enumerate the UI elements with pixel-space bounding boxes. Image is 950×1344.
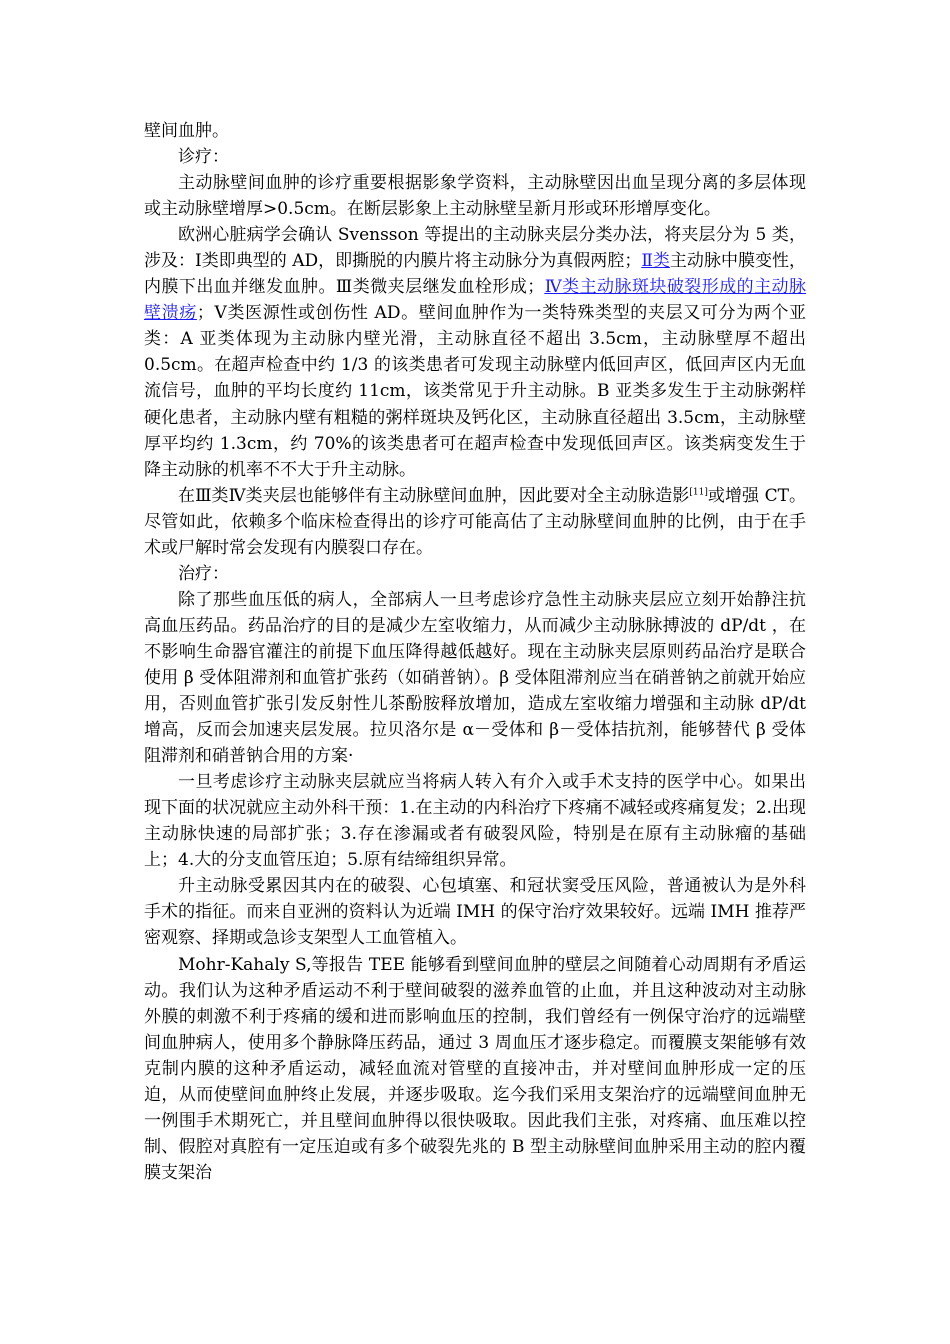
- link-class-ii[interactable]: Ⅱ类: [641, 251, 670, 272]
- paragraph-classification: [144, 222, 806, 482]
- paragraph-fragment: 壁间血肿。: [144, 121, 229, 141]
- section-heading-treatment: 治疗：: [178, 563, 229, 584]
- paragraph-stent-treatment: Mohr-Kahaly S,等报告 TEE 能够看到壁间血肿的壁层之间随着心动周期有矛盾运动。我们认为这种矛盾运动不利于壁间破裂的滋养血管的止血，并且这种波动对主动脉外膜的刺激不利于疼痛的缓和进而影响血压的控制，我们曾经有一例保守治疗的远端壁间血肿病人，使用多个静脉降压药品，通过 3 周血压才逐步稳定。而覆膜支架能够有效克制内膜的这种矛盾运动，减轻血流对管壁的直接冲击，并对壁间血肿形成一定的压迫，从而使壁间血肿终止发展，并逐步吸取。迄今我们采用支架治疗的远端壁间血肿无一例围手术期死亡，并且壁间血肿得以很快吸取。因此我们主张，对疼痛、血压难以控制、假腔对真腔有一定压迫或有多个破裂先兆的 B 型主动脉壁间血肿采用主动的腔内覆膜支架治: [144, 954, 806, 1183]
- class-iii-iv-text-2: 或增强 CT。尽管如此，依赖多个临床检查得出的诊疗可能高估了主动脉壁间血肿的比例，由于在手术或尸解时常会发现有内膜裂口存在。: [144, 485, 806, 558]
- citation-reference: [11]: [689, 487, 708, 497]
- paragraph-ascending-aorta: 升主动脉受累因其内在的破裂、心包填塞、和冠状窦受压风险，普通被认为是外科手术的指征。而来自亚洲的资料认为近端 IMH 的保守治疗效果较好。远端 IMH 推荐严密观察、择期或急诊支架型人工血管植入。: [144, 876, 806, 949]
- class-iii-iv-text-1: 在Ⅲ类Ⅳ类夹层也能够伴有主动脉壁间血肿，因此要对全主动脉造影: [178, 485, 690, 506]
- document-page: [144, 118, 806, 1186]
- classification-text-3: ；Ⅴ类医源性或创伤性 AD。壁间血肿作为一类特殊类型的夹层又可分为两个亚类：A 亚类体现为主动脉内壁光滑，主动脉直径不超出 3.5cm，主动脉壁厚不超出 0.5cm。在超声检查中约 1/3 的该类患者可发现主动脉壁内低回声区，低回声区内无血流信号，血肿的平均长度约 11cm，该类常见于升主动脉。B 亚类多发生于主动脉粥样硬化患者，主动脉内壁有粗糙的粥样斑块及钙化区，主动脉直径超出 3.5cm，主动脉壁厚平均约 1.3cm，约 70%的该类患者可在超声检查中发现低回声区。该类病变发生于降主动脉的机率不不大于升主动脉。: [144, 303, 807, 480]
- paragraph-imh-diagnosis: 主动脉壁间血肿的诊疗重要根据影象学资料，主动脉壁因出血呈现分离的多层体现或主动脉壁增厚>0.5cm。在断层影象上主动脉壁呈新月形或环形增厚变化。: [144, 173, 806, 220]
- classification-text-1: 欧洲心脏病学会确认 Svensson 等提出的主动脉夹层分类办法，将夹层分为 5 类，涉及：Ⅰ类即典型的 AD，即撕脱的内膜片将主动脉分为真假两腔；: [144, 225, 806, 272]
- classification-text-2: 主动脉中膜变性，内膜下出血并继发血肿。Ⅲ类微夹层继发血栓形成；: [144, 251, 806, 298]
- paragraph-class-iii-iv: [144, 483, 806, 561]
- paragraph-surgical-indications: 一旦考虑诊疗主动脉夹层就应当将病人转入有介入或手术支持的医学中心。如果出现下面的状况就应主动外科干预：1.在主动的内科治疗下疼痛不减轻或疼痛复发；2.出现主动脉快速的局部扩张；3.存在渗漏或者有破裂风险，特别是在原有主动脉瘤的基础上；4.大的分支血管压迫；5.原有结缔组织异常。: [144, 772, 806, 871]
- section-heading-diagnosis: 诊疗：: [178, 147, 229, 168]
- paragraph-drug-treatment: 除了那些血压低的病人，全部病人一旦考虑诊疗急性主动脉夹层应立刻开始静注抗高血压药品。药品治疗的目的是减少左室收缩力，从而减少主动脉脉搏波的 dP/dt ，在不影响生命器官灌注的前提下血压降得越低越好。现在主动脉夹层原则药品治疗是联合使用 β 受体阻滞剂和血管扩张药（如硝普钠）。β 受体阻滞剂应当在硝普钠之前就开始应用，否则血管扩张引发反射性儿茶酚胺释放增加，造成左室收缩力增强和主动脉 dP/dt 增高，反而会加速夹层发展。拉贝洛尔是 α－受体和 β－受体拮抗剂，能够替代 β 受体阻滞剂和硝普钠合用的方案·: [144, 589, 806, 767]
- link-class-iv[interactable]: Ⅳ类主动脉斑块破裂形成的主动脉壁溃疡: [144, 277, 806, 324]
